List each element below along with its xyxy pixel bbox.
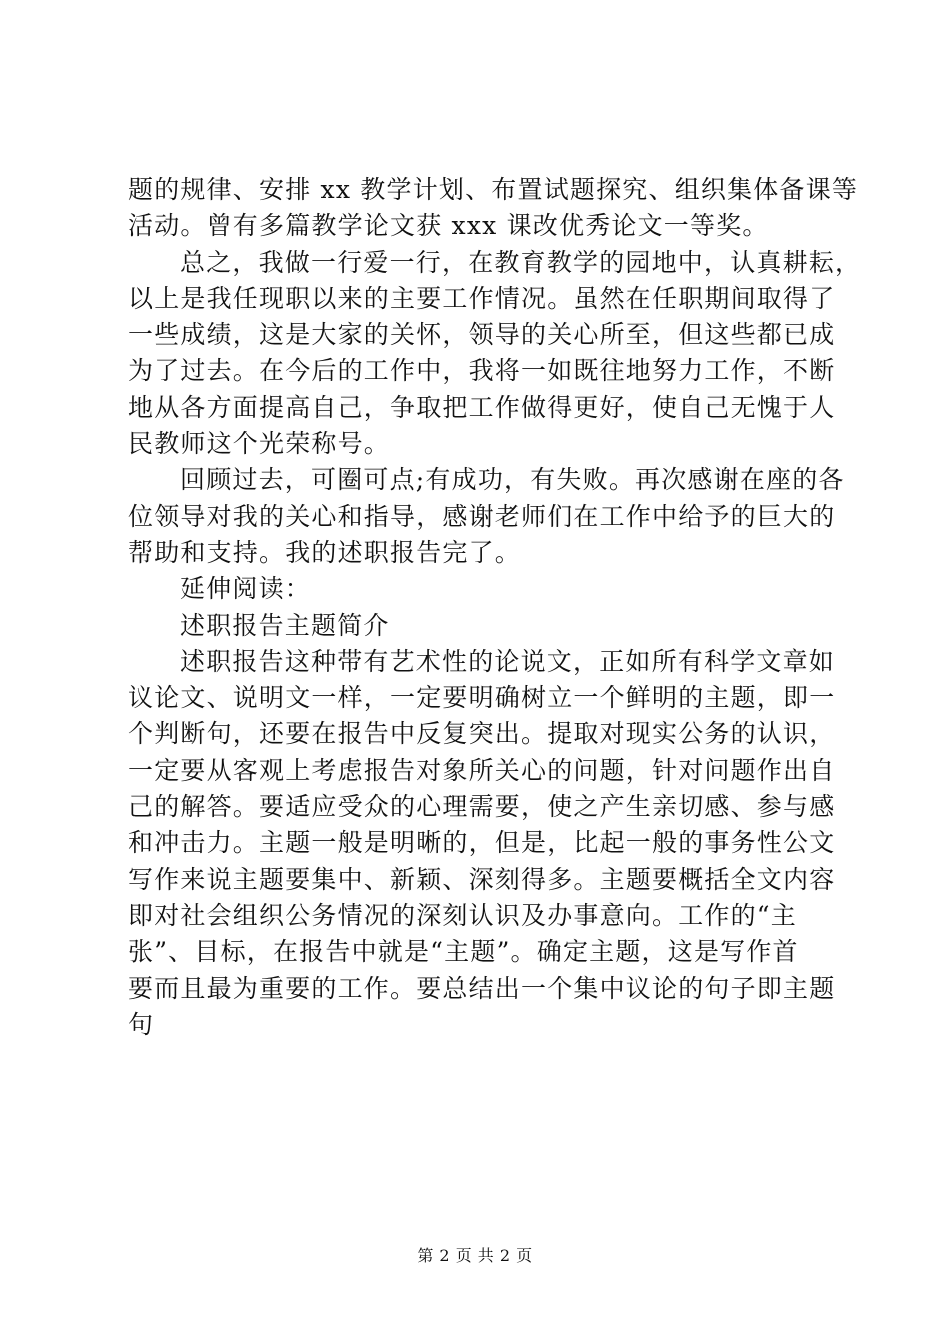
text-line: 为了过去。在今后的工作中，我将一如既往地努力工作，不断: [128, 356, 836, 386]
text-line: 总之，我做一行爱一行，在教育教学的园地中，认真耕耘，: [180, 247, 862, 277]
text-line: 一些成绩，这是大家的关怀，领导的关心所至，但这些都已成: [128, 320, 836, 350]
text-line: 题的规律、安排 xx 教学计划、布置试题探究、组织集体备课等: [128, 175, 859, 204]
text-line: 位领导对我的关心和指导，感谢老师们在工作中给予的巨大的: [128, 501, 836, 531]
text-line: 句: [128, 1009, 155, 1039]
document-body: [128, 172, 862, 1043]
page-footer: [0, 1243, 950, 1266]
text-line: 活动。曾有多篇教学论文获 xxx 课改优秀论文一等奖。: [128, 211, 769, 241]
text-line: 张”、目标，在报告中就是“主题”。确定主题，这是写作首: [128, 937, 799, 967]
text-line: 民教师这个光荣称号。: [128, 429, 391, 459]
text-line: 帮助和支持。我的述职报告完了。: [128, 537, 522, 567]
text-line: 以上是我任现职以来的主要工作情况。虽然在任职期间取得了: [128, 283, 836, 313]
section-heading: 延伸阅读：: [180, 574, 312, 604]
text-line: 要而且最为重要的工作。要总结出一个集中议论的句子即主题: [128, 973, 836, 1003]
section-heading: 述职报告主题简介: [180, 610, 390, 640]
text-line: 和冲击力。主题一般是明晰的，但是，比起一般的事务性公文: [128, 828, 836, 858]
text-line: 回顾过去，可圈可点;有成功，有失败。再次感谢在座的各: [180, 465, 845, 495]
text-line: 即对社会组织公务情况的深刻认识及办事意向。工作的“主: [128, 900, 797, 930]
text-line: 写作来说主题要集中、新颖、深刻得多。主题要概括全文内容: [128, 864, 836, 894]
text-line: 个判断句，还要在报告中反复突出。提取对现实公务的认识，: [128, 719, 836, 749]
page-number-label: 第 2 页 共 2 页: [417, 1246, 533, 1265]
text-line: 己的解答。要适应受众的心理需要，使之产生亲切感、参与感: [128, 792, 836, 822]
text-line: 议论文、说明文一样，一定要明确树立一个鲜明的主题，即一: [128, 683, 836, 713]
text-line: 一定要从客观上考虑报告对象所关心的问题，针对问题作出自: [128, 755, 836, 785]
text-line: 述职报告这种带有艺术性的论说文，正如所有科学文章如: [180, 646, 836, 676]
text-line: 地从各方面提高自己，争取把工作做得更好，使自己无愧于人: [128, 392, 836, 422]
